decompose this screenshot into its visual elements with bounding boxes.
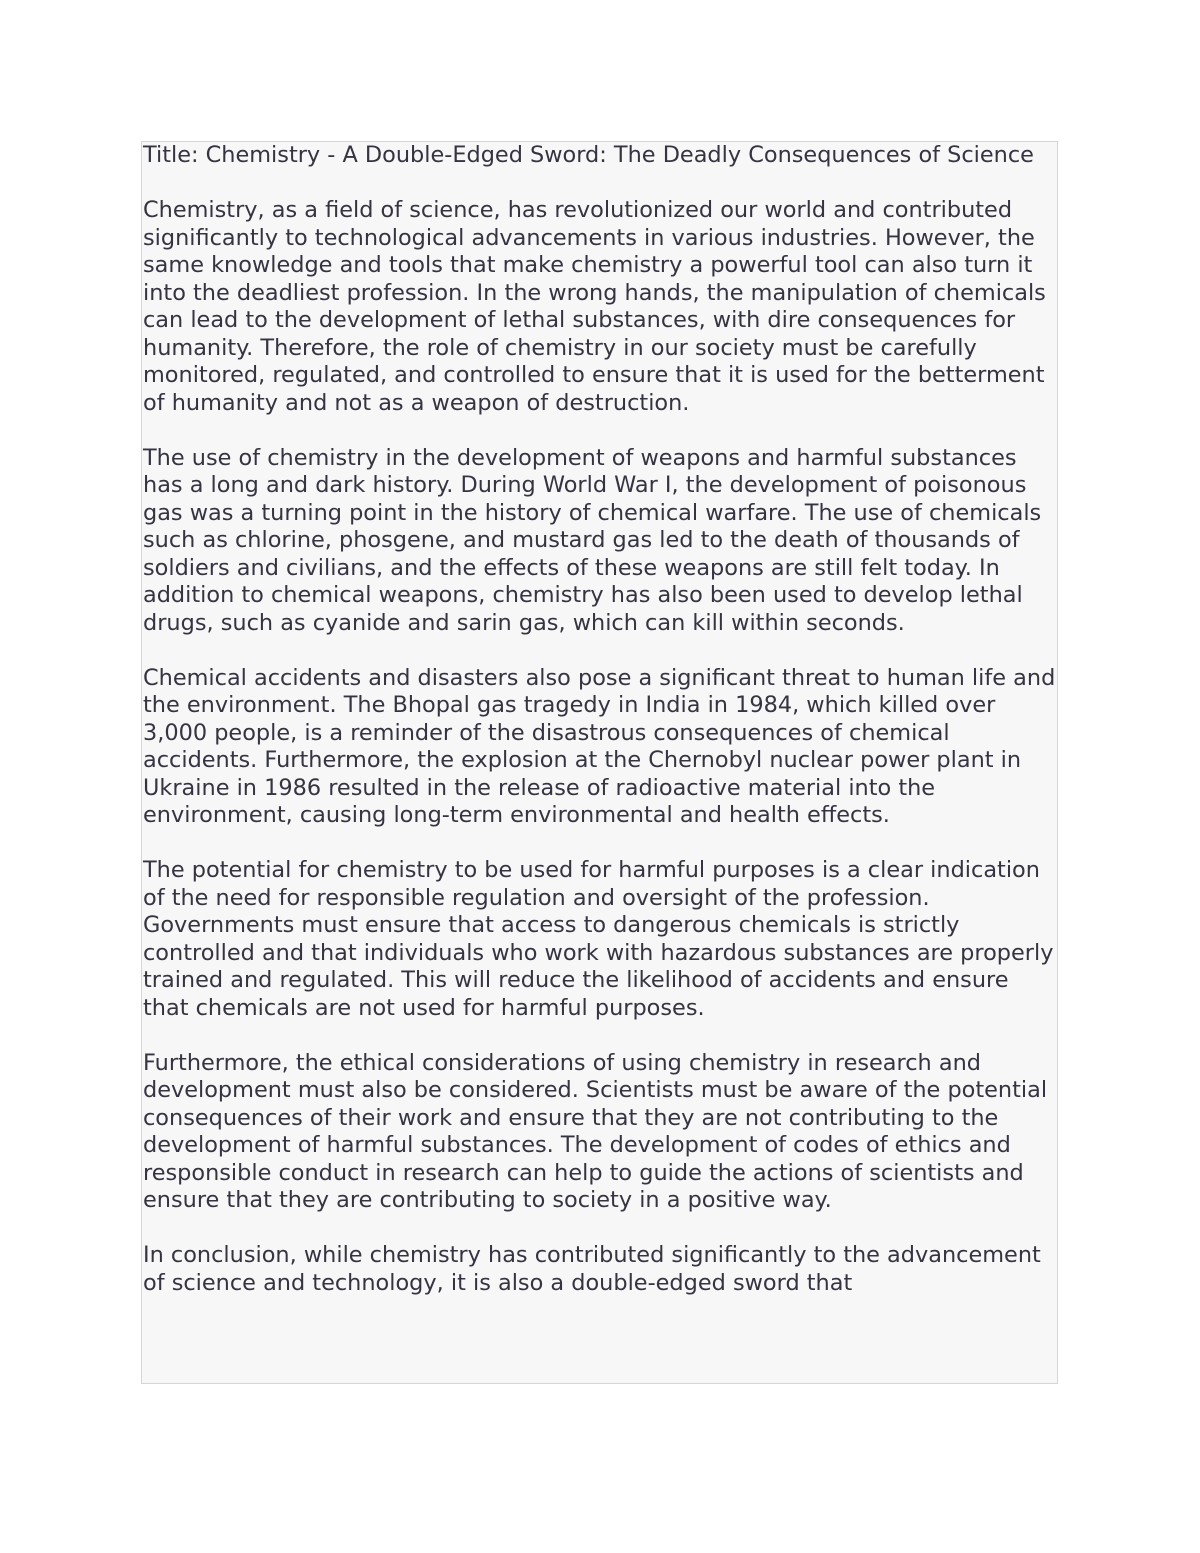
essay-title: Title: Chemistry - A Double-Edged Sword: The Deadly Consequences of Science	[143, 142, 1034, 168]
essay-text-box	[141, 141, 1058, 1384]
essay-paragraph-intro: Chemistry, as a field of science, has revolutionized our world and contributed significantly to technological advancements in various industries. However, the same knowledge and tools that make chemistry a powerful tool can also turn it into the deadliest profession. In the wrong hands, the manipulation of chemicals can lead to the development of lethal substances, with dire consequences for humanity. Therefore, the role of chemistry in our society must be carefully monitored, regulated, and controlled to ensure that it is used for the betterment of humanity and not as a weapon of destruction.	[143, 197, 1046, 416]
essay-paragraph-conclusion: In conclusion, while chemistry has contributed significantly to the advancement of science and technology, it is also a double-edged sword that	[143, 1242, 1041, 1296]
essay-paragraph-ethics: Furthermore, the ethical considerations of using chemistry in research and development must also be considered. Scientists must be aware of the potential consequences of their work and ensure that they are not contributing to the development of harmful substances. The development of codes of ethics and responsible conduct in research can help to guide the actions of scientists and ensure that they are contributing to society in a positive way.	[143, 1049, 1048, 1213]
essay-paragraph-regulation: The potential for chemistry to be used for harmful purposes is a clear indication of the need for responsible regulation and oversight of the profession. Governments must ensure that access to dangerous chemicals is strictly controlled and that individuals who work with hazardous substances are properly trained and regulated. This will reduce the likelihood of accidents and ensure that chemicals are not used for harmful purposes.	[143, 857, 1054, 1021]
essay-paragraph-weapons-history: The use of chemistry in the development of weapons and harmful substances has a long and dark history. During World War I, the development of poisonous gas was a turning point in the history of chemical warfare. The use of chemicals such as chlorine, phosgene, and mustard gas led to the death of thousands of soldiers and civilians, and the effects of these weapons are still felt today. In addition to chemical weapons, chemistry has also been used to develop lethal drugs, such as cyanide and sarin gas, which can kill within seconds.	[143, 444, 1042, 636]
essay-paragraph-accidents: Chemical accidents and disasters also pose a significant threat to human life and the environment. The Bhopal gas tragedy in India in 1984, which killed over 3,000 people, is a reminder of the disastrous consequences of chemical accidents. Furthermore, the explosion at the Chernobyl nuclear power plant in Ukraine in 1986 resulted in the release of radioactive material into the environment, causing long-term environmental and health effects.	[143, 664, 1056, 828]
